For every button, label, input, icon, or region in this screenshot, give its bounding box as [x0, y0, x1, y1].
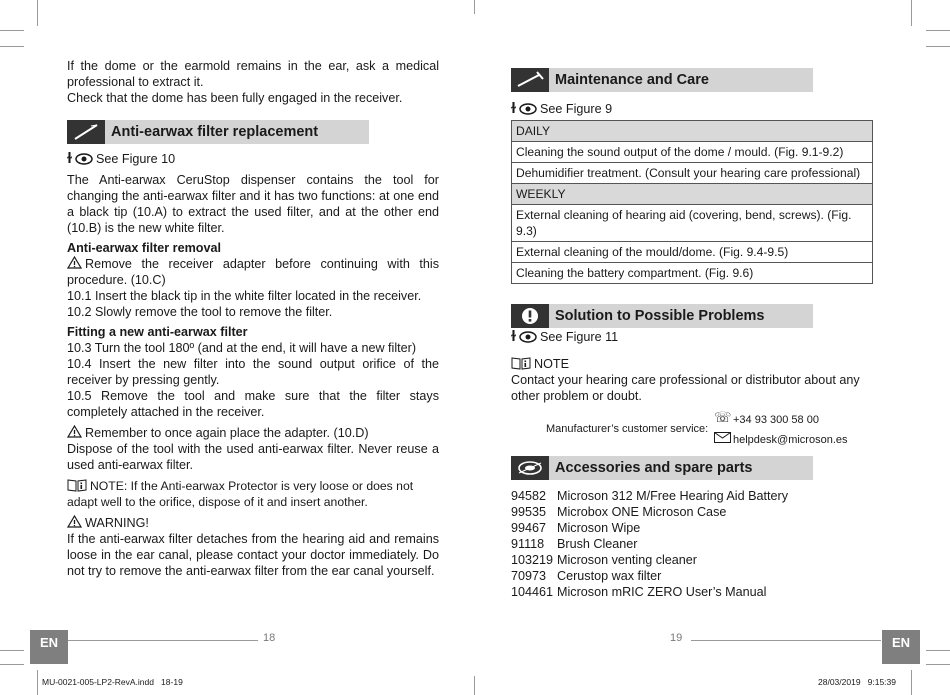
- list-item: [511, 584, 885, 600]
- part-code: 99467: [511, 521, 547, 535]
- intro-line: If the dome or the earmold remains in the ear, ask a medical professional to extract it.: [67, 59, 439, 89]
- note-heading: [511, 356, 885, 372]
- remember-line: [67, 425, 439, 441]
- see-figure-text: See Figure 10: [95, 152, 176, 166]
- exclamation-icon: [511, 304, 549, 328]
- fitting-step: 10.3 Turn the tool 180º (and at the end, it will have a new filter): [67, 341, 417, 355]
- footer-rule: [68, 640, 258, 641]
- crop-mark: [0, 650, 24, 651]
- note-book-icon: [511, 356, 531, 370]
- note-book-icon: [67, 478, 87, 492]
- table-row: [512, 121, 873, 142]
- crop-mark: [37, 670, 38, 695]
- removal-warning: [67, 256, 439, 288]
- section-title: Solution to Possible Problems: [555, 308, 765, 324]
- filter-description: The Anti-earwax CeruStop dispenser contains the tool for changing the anti-earwax filter and it has two functions: at one end a black tip (10.A) to extract the used filter, and at the other end (10.B) is the new white filter.: [67, 173, 439, 235]
- part-code: 91118: [511, 537, 545, 551]
- remember-text: Remember to once again place the adapter. (10.D): [85, 426, 369, 440]
- customer-service: [511, 410, 885, 450]
- footer-rule: [691, 640, 881, 641]
- part-code: 94582: [511, 489, 547, 503]
- note-text: Contact your hearing care professional or distributor about any other problem or doubt.: [511, 373, 860, 403]
- crop-mark: [0, 46, 24, 47]
- list-item: [511, 504, 885, 520]
- removal-step: 10.1 Insert the black tip in the white filter located in the receiver.: [67, 289, 422, 303]
- removal-warning-text: Remove the receiver adapter before continuing with this procedure. (10.C): [67, 257, 439, 287]
- warning-icon: [67, 425, 82, 438]
- page-number-right: 19: [670, 632, 683, 644]
- right-page: [511, 68, 885, 600]
- crop-mark: [926, 46, 950, 47]
- table-row: [512, 184, 873, 205]
- crop-mark: [926, 650, 950, 651]
- warning-text: If the anti-earwax filter detaches from the hearing aid and remains loose in the ear canal, please contact your doctor immediately. Do not try to remove the anti-earwax filter from the ear canal yourself.: [67, 532, 439, 578]
- service-label: Manufacturer’s customer service:: [546, 423, 709, 435]
- telephone-icon: ☏: [714, 409, 732, 425]
- removal-heading: Anti-earwax filter removal: [67, 241, 221, 255]
- table-cell: Cleaning the battery compartment. (Fig. 9.6): [512, 263, 873, 284]
- part-name: Brush Cleaner: [557, 537, 638, 551]
- table-cell: Dehumidifier treatment. (Consult your hearing care professional): [512, 163, 873, 184]
- intro-line: Check that the dome has been fully engaged in the receiver.: [67, 91, 403, 105]
- hand-pointer-icon: ɫ: [511, 328, 516, 345]
- part-code: 99535: [511, 505, 547, 519]
- section-header-accessories: [511, 456, 813, 480]
- hand-pointer-icon: ɫ: [511, 100, 516, 117]
- table-row: [512, 205, 873, 242]
- table-cell: External cleaning of hearing aid (covering, bend, screws). (Fig. 9.3): [512, 205, 873, 242]
- page-number-left: 18: [263, 632, 276, 644]
- table-cell: DAILY: [512, 121, 873, 142]
- list-item: [511, 552, 885, 568]
- email-icon: [714, 432, 731, 443]
- accessories-icon: [511, 456, 549, 480]
- table-cell: Cleaning the sound output of the dome / mould. (Fig. 9.1-9.2): [512, 142, 873, 163]
- table-cell: WEEKLY: [512, 184, 873, 205]
- hand-pointer-icon: ɫ: [67, 150, 72, 167]
- part-code: 70973: [511, 569, 547, 583]
- removal-step: 10.2 Slowly remove the tool to remove the filter.: [67, 305, 333, 319]
- eye-icon: [519, 331, 537, 343]
- language-tab-left: EN: [30, 630, 68, 664]
- list-item: [511, 488, 885, 504]
- crop-mark: [0, 30, 24, 31]
- cleaning-brush-icon: [511, 68, 549, 92]
- part-name: Microson 312 M/Free Hearing Aid Battery: [557, 489, 788, 503]
- warning-icon: [67, 256, 82, 269]
- crop-mark: [474, 0, 475, 14]
- see-figure-text: See Figure 11: [539, 330, 619, 344]
- left-page: [67, 58, 439, 579]
- list-item: [511, 520, 885, 536]
- crop-mark: [0, 664, 24, 665]
- note-text: NOTE: If the Anti-earwax Protector is very loose or does not adapt well to the orifice, dispose of it and insert another.: [67, 479, 414, 509]
- note-block: [67, 478, 439, 510]
- part-name: Microson venting cleaner: [557, 553, 698, 567]
- table-row: [512, 142, 873, 163]
- part-name: Microson Wipe: [557, 521, 641, 535]
- crop-mark: [474, 676, 475, 695]
- eye-icon: [75, 153, 93, 165]
- crop-mark: [911, 0, 912, 26]
- part-name: Microbox ONE Microson Case: [557, 505, 727, 519]
- note-label: NOTE: [534, 357, 569, 371]
- section-title: Maintenance and Care: [555, 72, 709, 88]
- list-item: [511, 568, 885, 584]
- eye-icon: [519, 103, 537, 115]
- section-header-maintenance: [511, 68, 813, 92]
- section-header-solutions: [511, 304, 813, 328]
- warning-icon: [67, 515, 82, 528]
- part-name: Cerustop wax filter: [557, 569, 662, 583]
- crop-mark: [926, 30, 950, 31]
- see-figure-text: See Figure 9: [539, 102, 613, 116]
- section-title: Accessories and spare parts: [555, 460, 753, 476]
- email-address: helpdesk@microson.es: [733, 434, 848, 446]
- list-item: [511, 536, 885, 552]
- maintenance-table: [511, 120, 873, 284]
- section-header-antiearwax: [67, 120, 369, 144]
- crop-mark: [926, 664, 950, 665]
- table-row: [512, 163, 873, 184]
- fitting-heading: Fitting a new anti-earwax filter: [67, 325, 248, 339]
- table-row: [512, 242, 873, 263]
- dispose-text: Dispose of the tool with the used anti-earwax filter. Never reuse a used anti-earwax filter.: [67, 442, 439, 472]
- section-title: Anti-earwax filter replacement: [111, 124, 319, 140]
- print-timestamp: 28/03/2019 9:15:39: [818, 677, 896, 687]
- warning-label: WARNING!: [85, 516, 149, 530]
- figure-reference: [511, 100, 885, 118]
- part-name: Microson mRIC ZERO User’s Manual: [557, 585, 767, 599]
- fitting-step: 10.4 Insert the new filter into the sound output orifice of the receiver by pressing gently.: [67, 357, 439, 387]
- file-slug: MU-0021-005-LP2-RevA.indd 18-19: [42, 677, 183, 687]
- warning-label-line: [67, 515, 439, 531]
- part-code: 103219: [511, 553, 554, 567]
- figure-reference: [511, 328, 885, 346]
- language-tab-right: EN: [882, 630, 920, 664]
- filter-tool-icon: [67, 120, 105, 144]
- table-cell: External cleaning of the mould/dome. (Fig. 9.4-9.5): [512, 242, 873, 263]
- accessories-list: [511, 488, 885, 600]
- phone-number: +34 93 300 58 00: [733, 414, 819, 426]
- table-row: [512, 263, 873, 284]
- fitting-step: 10.5 Remove the tool and make sure that the filter stays completely attached in the receiver.: [67, 389, 439, 419]
- part-code: 104461: [511, 585, 554, 599]
- figure-reference: [67, 150, 439, 168]
- crop-mark: [911, 670, 912, 695]
- crop-mark: [37, 0, 38, 26]
